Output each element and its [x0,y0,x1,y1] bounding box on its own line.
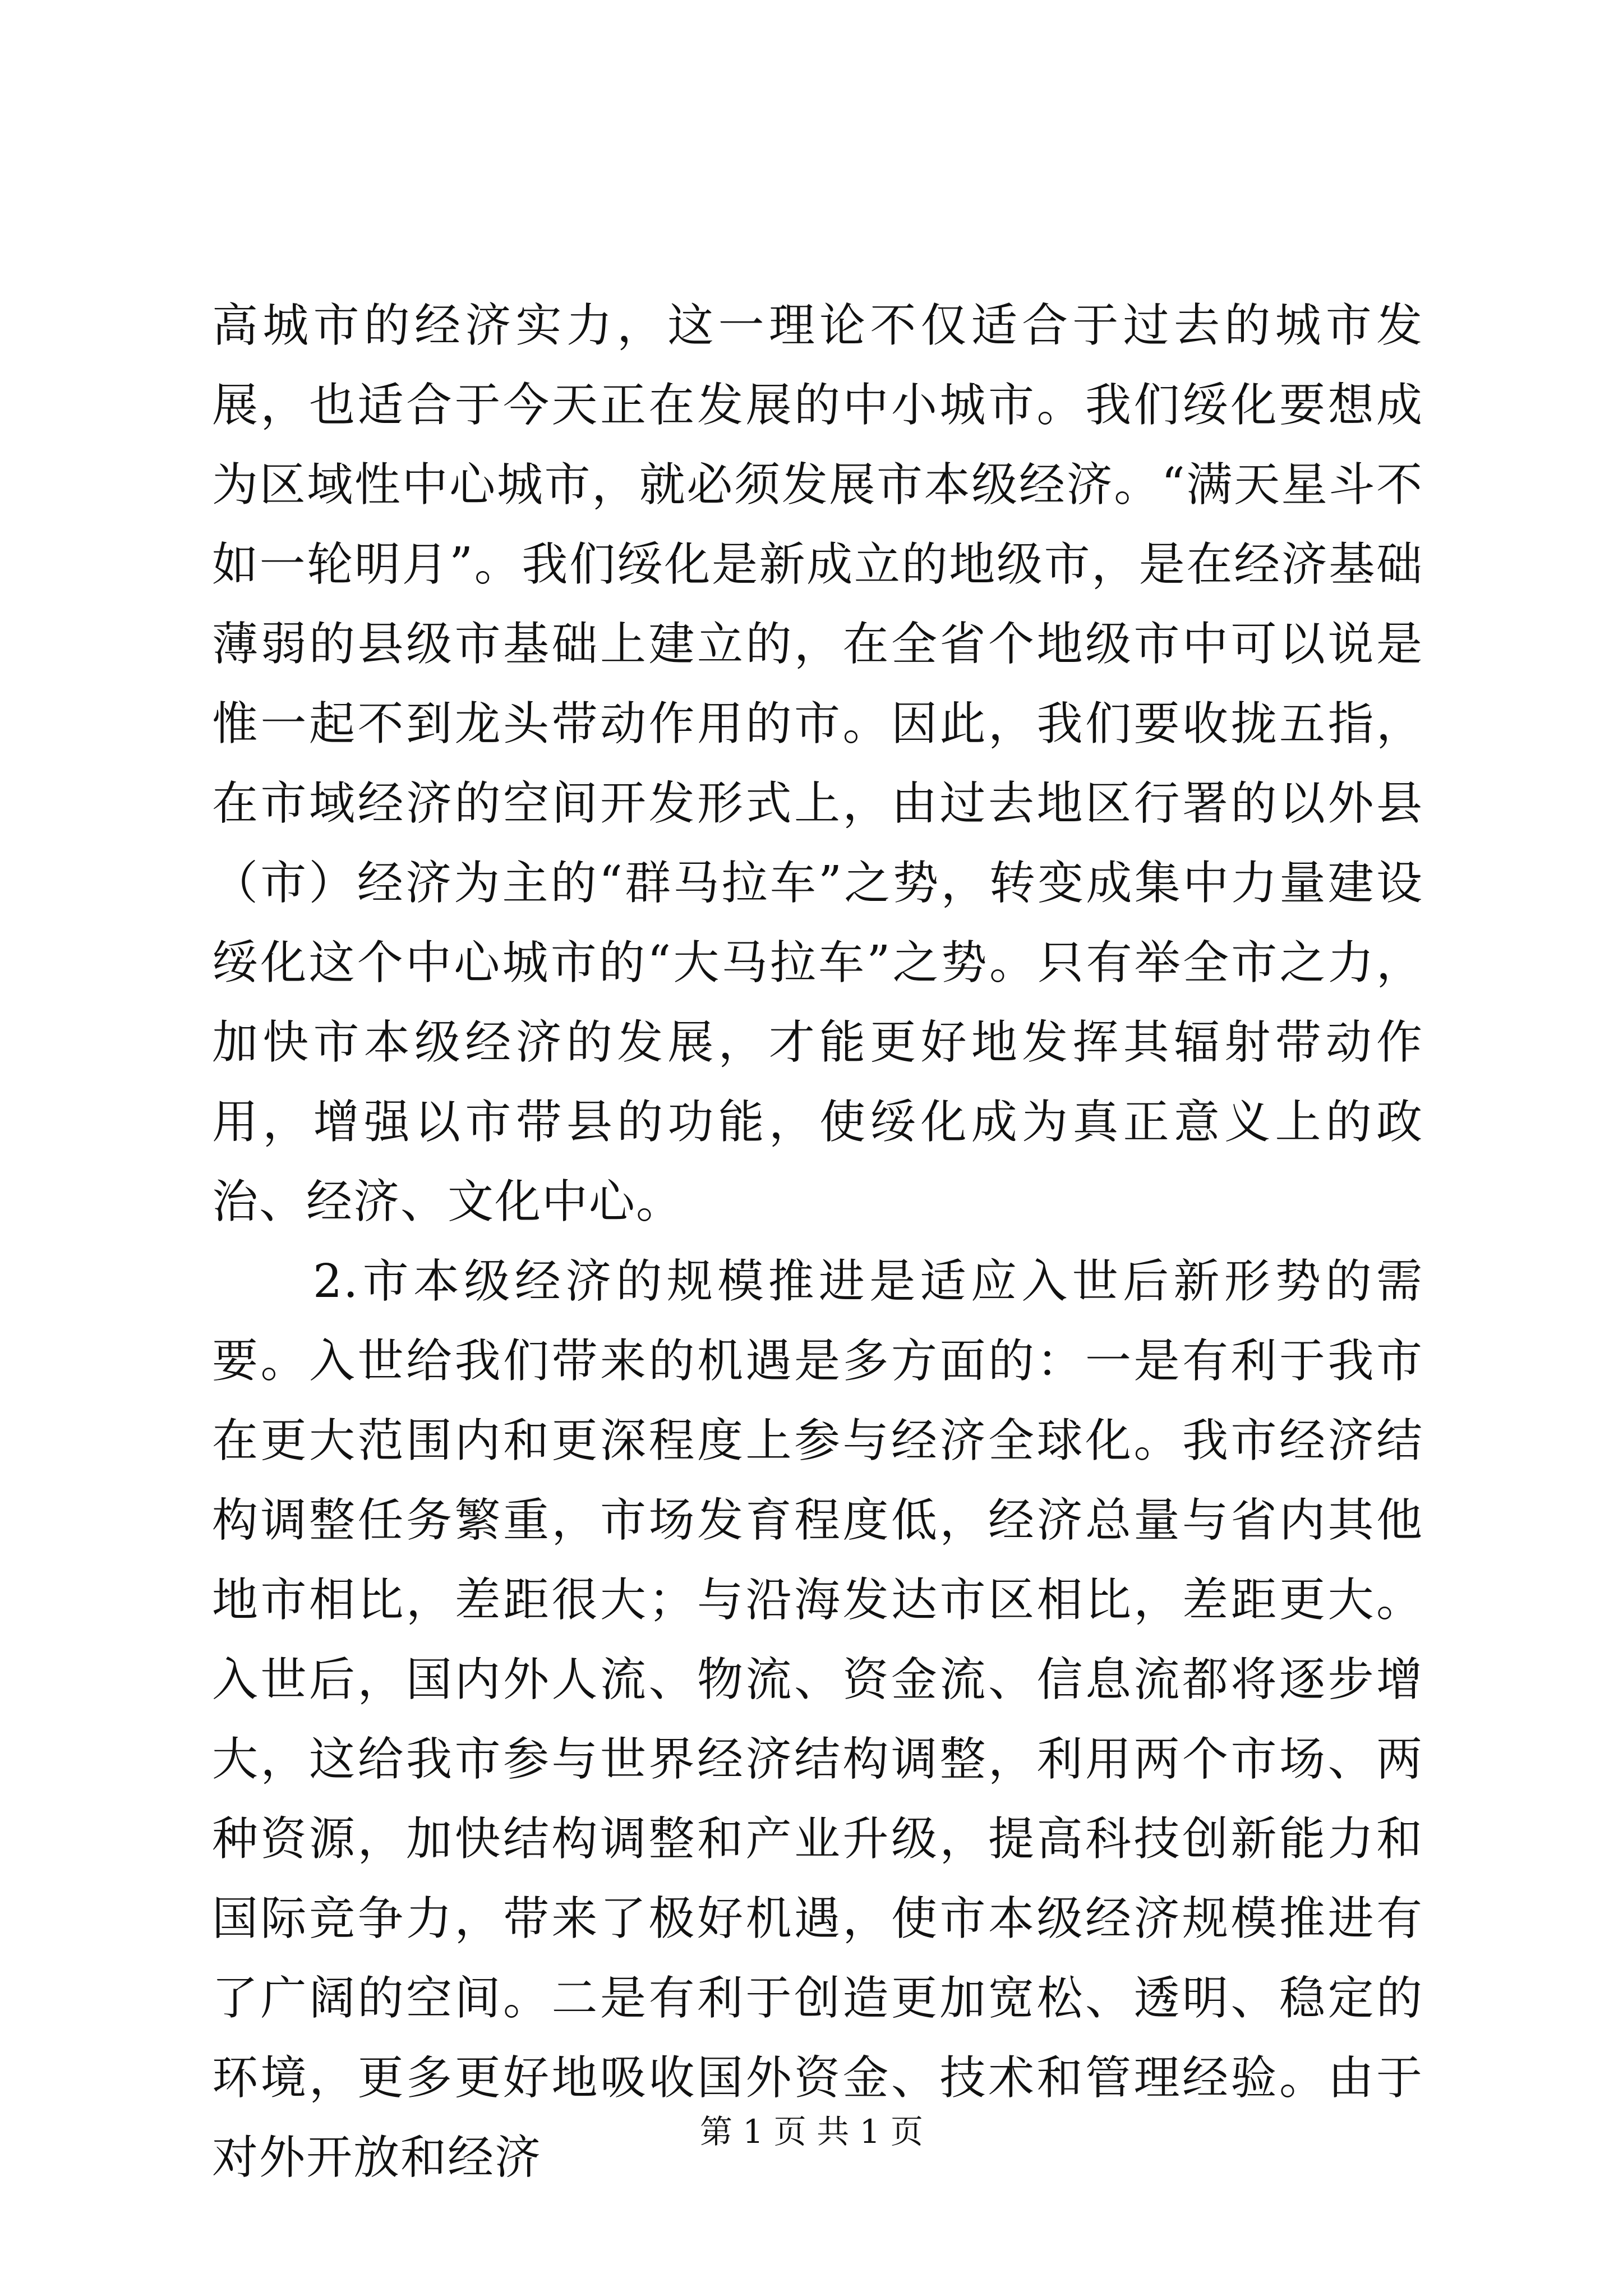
page-number-label: 第 1 页 共 1 页 [700,2113,923,2151]
document-body [212,286,1423,2198]
page-footer [0,2109,1623,2154]
paragraph-point-2: 2.市本级经济的规模推进是适应入世后新形势的需要。入世给我们带来的机遇是多方面的：一是有利于我市在更大范围内和更深程度上参与经济全球化。我市经济结构调整任务繁重，市场发育程度低，经济总量与省内其他地市相比，差距很大；与沿海发达市区相比，差距更大。入世后，国内外人流、物流、资金流、信息流都将逐步增大，这给我市参与世界经济结构调整，利用两个市场、两种资源，加快结构调整和产业升级，提高科技创新能力和国际竞争力，带来了极好机遇，使市本级经济规模推进有了广阔的空间。二是有利于创造更加宽松、透明、稳定的环境，更多更好地吸收国外资金、技术和管理经验。由于对外开放和经济 [212,1255,1423,2184]
paragraph-continuation: 高城市的经济实力，这一理论不仅适合于过去的城市发展，也适合于今天正在发展的中小城市。我们绥化要想成为区域性中心城市，就必须发展市本级经济。“满天星斗不如一轮明月”。我们绥化是新成立的地级市，是在经济基础薄弱的县级市基础上建立的，在全省个地级市中可以说是惟一起不到龙头带动作用的市。因此，我们要收拢五指，在市域经济的空间开发形式上，由过去地区行署的以外县（市）经济为主的“群马拉车”之势，转变成集中力量建设绥化这个中心城市的“大马拉车”之势。只有举全市之力，加快市本级经济的发展，才能更好地发挥其辐射带动作用，增强以市带县的功能，使绥化成为真正意义上的政治、经济、文化中心。 [212,299,1423,1228]
